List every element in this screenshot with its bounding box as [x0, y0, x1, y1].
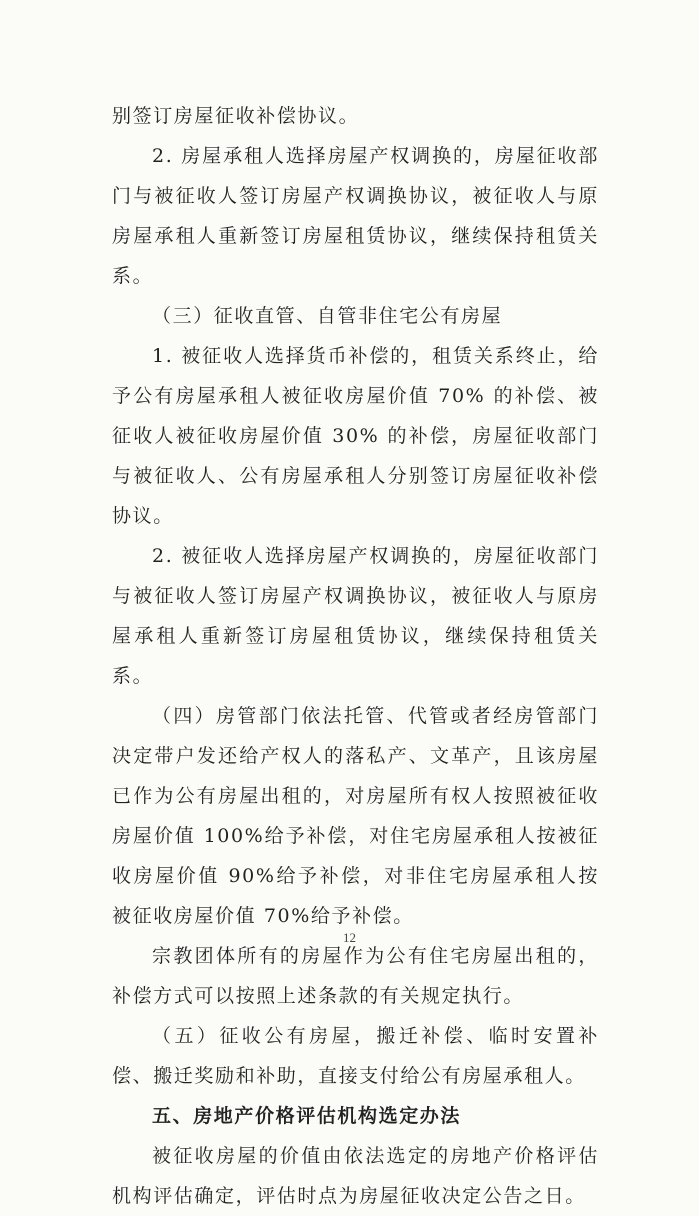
- paragraph-continuation: 别签订房屋征收补偿协议。: [112, 105, 360, 127]
- page-number: 12: [343, 930, 356, 945]
- paragraph-valuation: 被征收房屋的价值由依法选定的房地产价格评估机构评估确定，评估时点为房屋征收决定公告之日。: [112, 1145, 599, 1207]
- paragraph-section-4: （四）房管部门依法托管、代管或者经房管部门决定带户发还给产权人的落私产、文革产，且该房屋已作为公有房屋出租的，对房屋所有权人按照被征收房屋价值 100%给予补偿，对住宅房屋承租人按被征收房屋价值 90%给予补偿，对非住宅房屋承租人按被征收房屋价值 70%给予补偿。: [112, 705, 599, 927]
- paragraph-item-2-tenant-exchange: 2. 房屋承租人选择房屋产权调换的，房屋征收部门与被征收人签订房屋产权调换协议，被征收人与原房屋承租人重新签订房屋租赁协议，继续保持租赁关系。: [112, 145, 599, 287]
- paragraph-item-2-property-exchange: 2. 被征收人选择房屋产权调换的，房屋征收部门与被征收人签订房屋产权调换协议，被征收人与原房屋承租人重新签订房屋租赁协议，继续保持租赁关系。: [112, 545, 599, 687]
- section-heading-5: 五、房地产价格评估机构选定办法: [152, 1105, 462, 1127]
- paragraph-item-1-monetary: 1. 被征收人选择货币补偿的，租赁关系终止，给予公有房屋承租人被征收房屋价值 70% 的补偿、被征收人被征收房屋价值 30% 的补偿，房屋征收部门与被征收人、公有房屋承租人分别签订房屋征收补偿协议。: [112, 345, 599, 527]
- section-heading-3: （三）征收直管、自管非住宅公有房屋: [152, 305, 503, 327]
- paragraph-section-5: （五）征收公有房屋，搬迁补偿、临时安置补偿、搬迁奖励和补助，直接支付给公有房屋承租人。: [112, 1025, 599, 1087]
- paragraph-religious-groups: 宗教团体所有的房屋作为公有住宅房屋出租的，补偿方式可以按照上述条款的有关规定执行。: [112, 945, 599, 1007]
